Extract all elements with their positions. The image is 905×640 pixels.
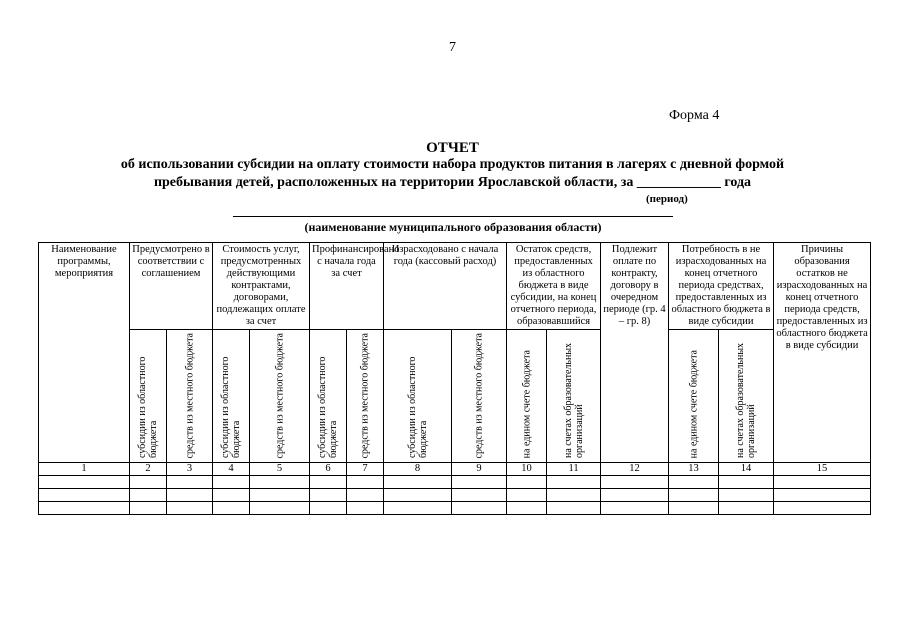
column-number: 13 — [669, 463, 719, 476]
column-number: 2 — [130, 463, 167, 476]
table-cell — [547, 476, 601, 489]
table-cell — [347, 502, 384, 515]
period-label: (период) — [646, 193, 688, 205]
municipality-underline — [233, 216, 673, 217]
subheader-col-4: субсидии из областного бюджета — [213, 330, 250, 463]
column-number: 11 — [547, 463, 601, 476]
column-number: 5 — [250, 463, 310, 476]
table-cell — [167, 489, 213, 502]
header-cost: Стоимость услуг, предусмотренных действующими контрактами, договорами, подлежащих оплате за счет — [213, 243, 310, 330]
column-numbers-row — [39, 463, 871, 476]
subheader-col-14: на счетах образовательных организаций — [719, 330, 774, 463]
subheader-col-13: на едином счете бюджета — [669, 330, 719, 463]
column-number: 15 — [774, 463, 871, 476]
table-cell — [719, 489, 774, 502]
table-cell — [774, 502, 871, 515]
table-cell — [310, 502, 347, 515]
table-cell — [719, 502, 774, 515]
table-cell — [167, 476, 213, 489]
table-cell — [213, 502, 250, 515]
table-cell — [669, 502, 719, 515]
header-row — [39, 243, 871, 330]
table-cell — [547, 489, 601, 502]
column-number: 10 — [507, 463, 547, 476]
blank-row — [39, 489, 871, 502]
table-cell — [507, 489, 547, 502]
table-cell — [250, 476, 310, 489]
table-cell — [39, 489, 130, 502]
table-cell — [774, 476, 871, 489]
table-cell — [347, 476, 384, 489]
column-number: 14 — [719, 463, 774, 476]
table-cell — [601, 476, 669, 489]
subheader-row — [39, 330, 871, 463]
subtitle-line-1: об использовании субсидии на оплату стоимости набора продуктов питания в лагерях с дневной формой — [120, 157, 785, 172]
table-cell — [130, 489, 167, 502]
table-cell — [130, 476, 167, 489]
column-number: 8 — [384, 463, 452, 476]
subheader-col-9: средств из местного бюджета — [452, 330, 507, 463]
subheader-col-10: на едином счете бюджета — [507, 330, 547, 463]
table-cell — [507, 502, 547, 515]
table-cell — [39, 502, 130, 515]
subheader-col-8: субсидии из областного бюджета — [384, 330, 452, 463]
column-number: 12 — [601, 463, 669, 476]
table-cell — [39, 476, 130, 489]
table-cell — [167, 502, 213, 515]
subheader-col-3: средств из местного бюджета — [167, 330, 213, 463]
table-cell — [250, 489, 310, 502]
table-cell — [213, 489, 250, 502]
table-cell — [384, 489, 452, 502]
column-number: 4 — [213, 463, 250, 476]
page-number: 7 — [449, 40, 456, 55]
table-cell — [669, 476, 719, 489]
report-title: ОТЧЕТ — [426, 140, 479, 156]
blank-row — [39, 476, 871, 489]
table-cell — [452, 476, 507, 489]
column-number: 7 — [347, 463, 384, 476]
table-cell — [774, 489, 871, 502]
subheader-col-11: на счетах образовательных организаций — [547, 330, 601, 463]
subheader-col-6: субсидии из областного бюджета — [310, 330, 347, 463]
header-spent: Израсходовано с начала года (кассовый расход) — [384, 243, 507, 330]
header-remainder: Остаток средств, предоставленных из областного бюджета в виде субсидии, на конец отчетного периода, образовавшийся — [507, 243, 601, 330]
header-name: Наименование программы, мероприятия — [39, 243, 130, 463]
table-cell — [310, 476, 347, 489]
subheader-col-7: средств из местного бюджета — [347, 330, 384, 463]
table-cell — [130, 502, 167, 515]
header-to-pay: Подлежит оплате по контракту, договору в очередном периоде (гр. 4 – гр. 8) — [601, 243, 669, 463]
table-cell — [507, 476, 547, 489]
form-label: Форма 4 — [669, 108, 720, 123]
report-table — [38, 242, 871, 515]
municipality-label: (наименование муниципального образования области) — [304, 220, 602, 234]
table-cell — [601, 489, 669, 502]
header-prefinanced: Профинансировано с начала года за счет — [310, 243, 384, 330]
table-cell — [601, 502, 669, 515]
table-cell — [384, 476, 452, 489]
blank-row — [39, 502, 871, 515]
subheader-col-5: средств из местного бюджета — [250, 330, 310, 463]
table-cell — [452, 502, 507, 515]
column-number: 9 — [452, 463, 507, 476]
table-cell — [250, 502, 310, 515]
table-cell — [669, 489, 719, 502]
header-need: Потребность в не израсходованных на конец отчетного периода средствах, предоставленных из областного бюджета в виде субсидии — [669, 243, 774, 330]
table-cell — [384, 502, 452, 515]
subtitle-line-2: пребывания детей, расположенных на территории Ярославской области, за ____________ года — [153, 175, 752, 190]
column-number: 3 — [167, 463, 213, 476]
header-reasons: Причины образования остатков не израсходованных на конец отчетного периода средств, предоставленных из областного бюджета в виде субсидии — [774, 243, 871, 463]
table-cell — [310, 489, 347, 502]
table-cell — [452, 489, 507, 502]
column-number: 1 — [39, 463, 130, 476]
column-number: 6 — [310, 463, 347, 476]
header-planned: Предусмотрено в соответствии с соглашением — [130, 243, 213, 330]
table-cell — [719, 476, 774, 489]
table-cell — [347, 489, 384, 502]
table-cell — [213, 476, 250, 489]
subheader-col-2: субсидии из областного бюджета — [130, 330, 167, 463]
table-cell — [547, 502, 601, 515]
report-subtitle — [60, 156, 845, 192]
